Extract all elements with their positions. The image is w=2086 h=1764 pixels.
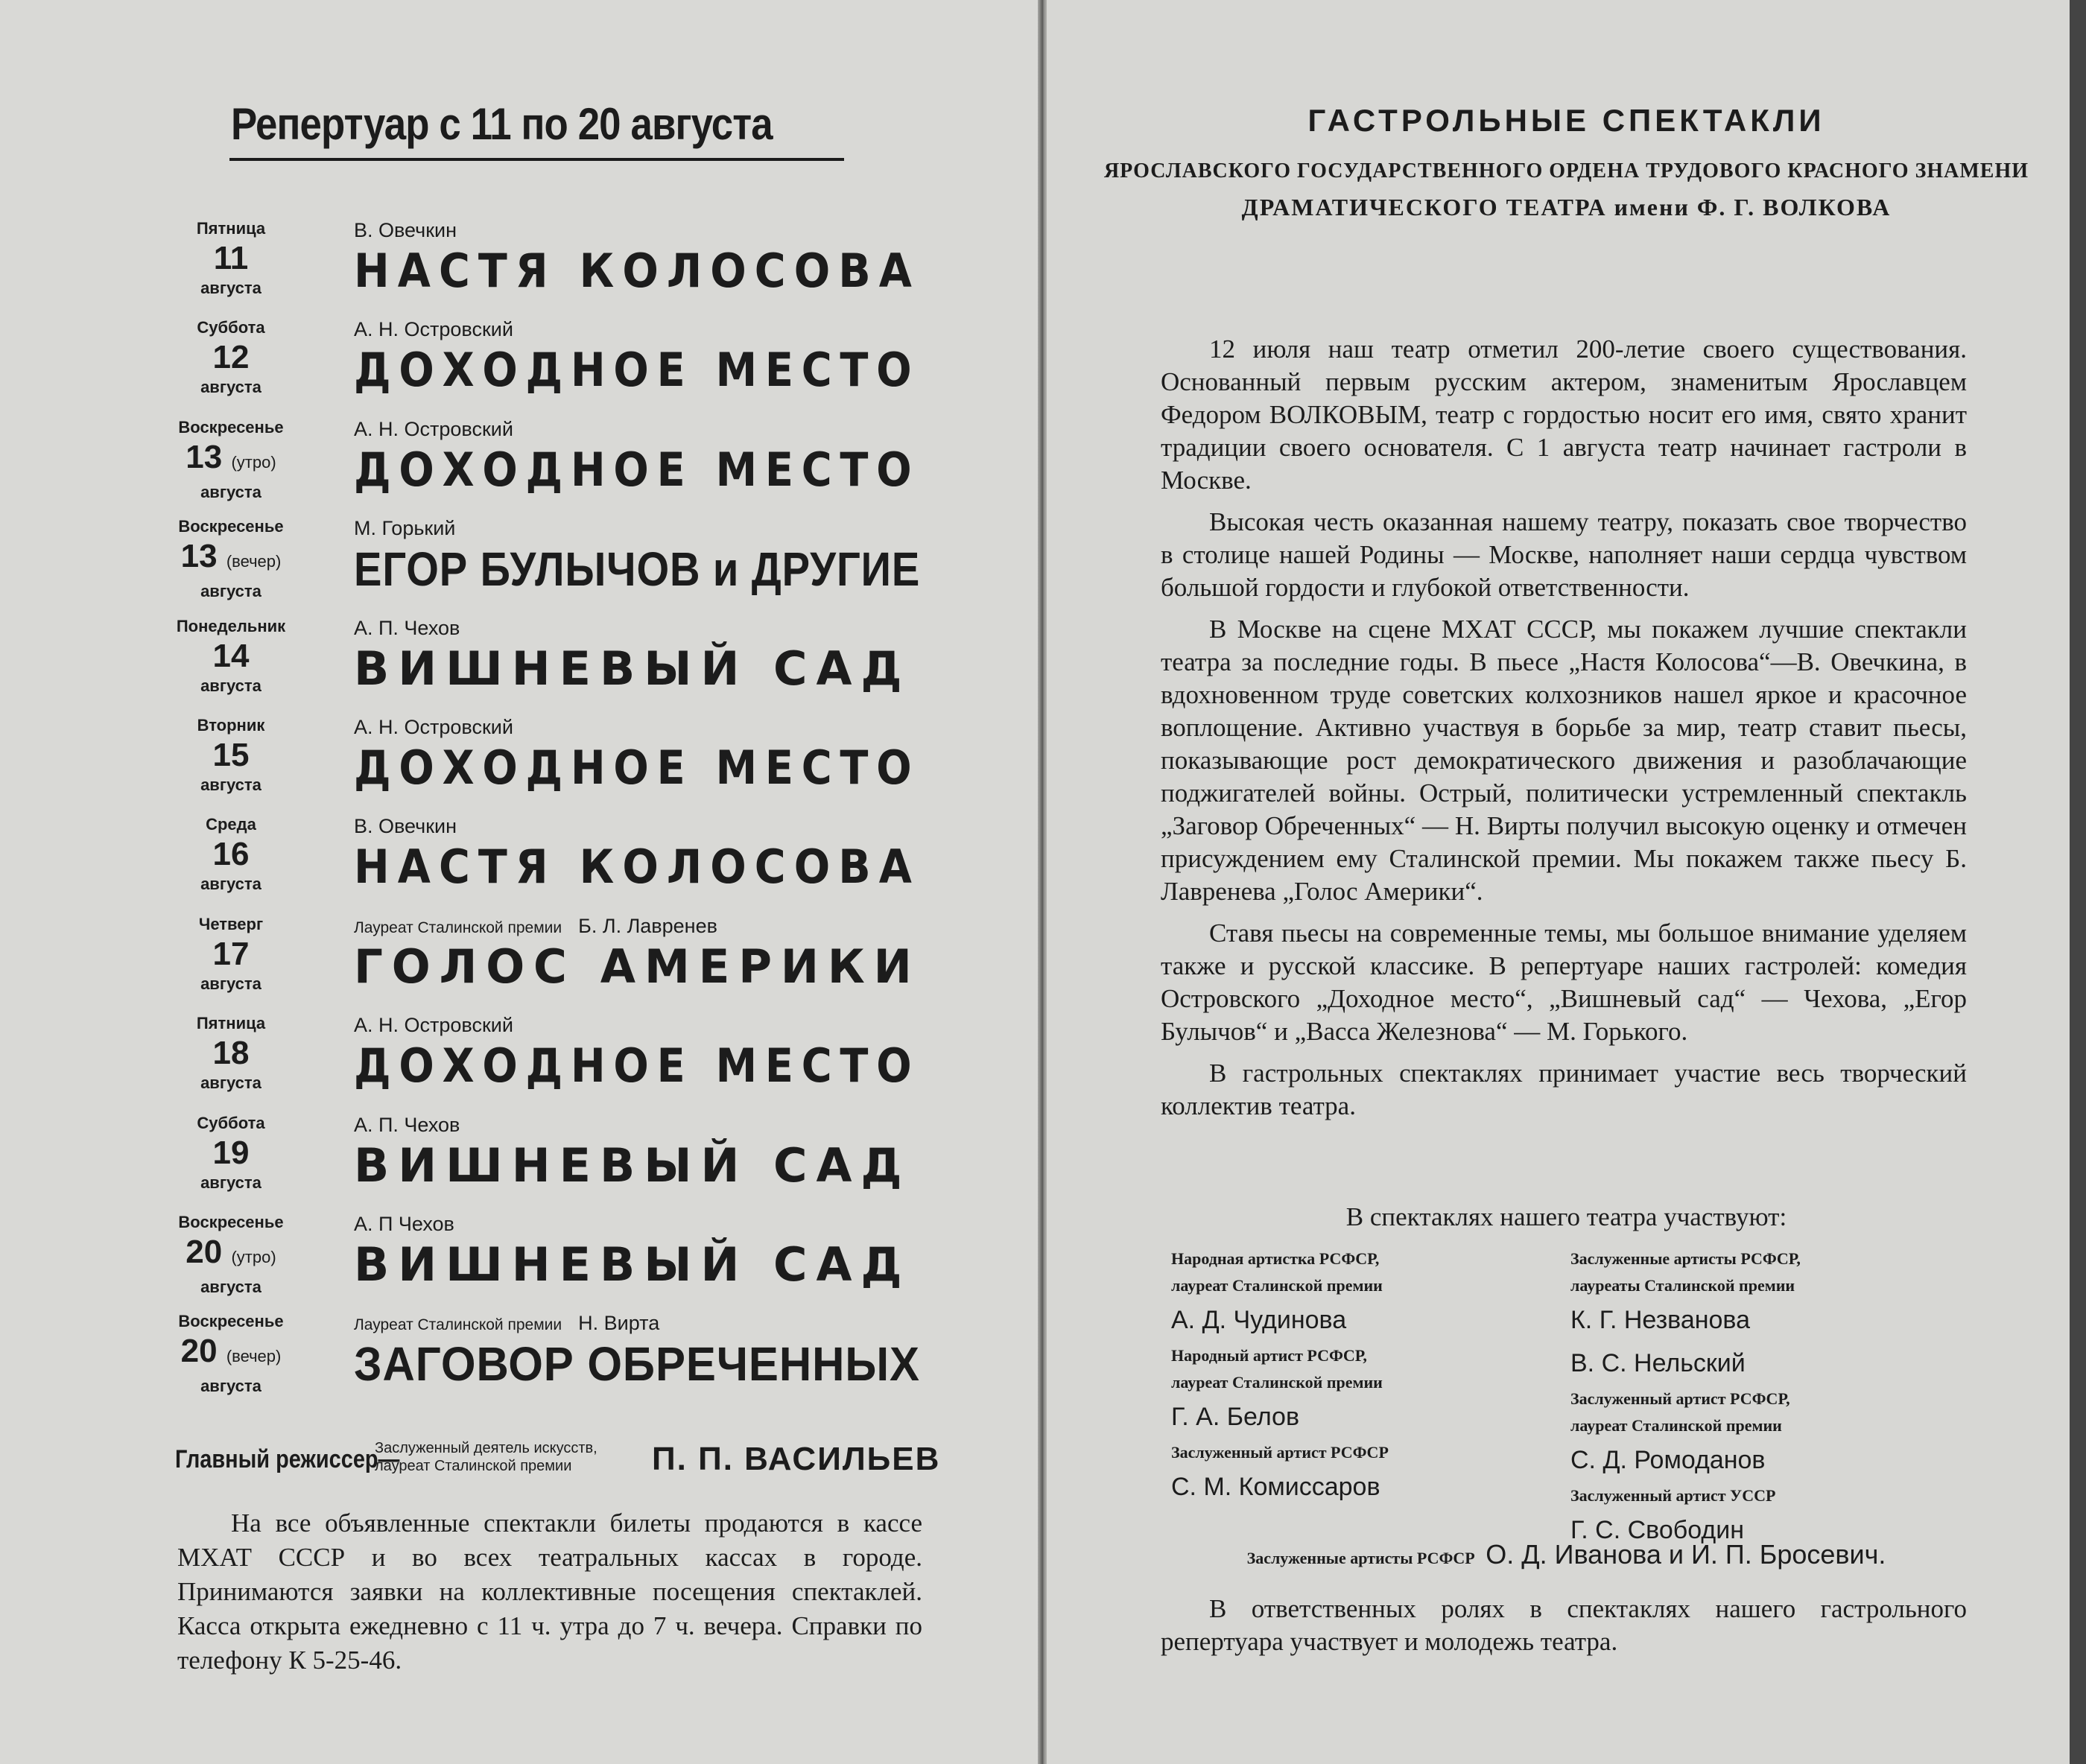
schedule-row [0, 714, 1039, 813]
schedule-row [0, 1112, 1039, 1211]
author: Н. Вирта [578, 1312, 660, 1335]
day-number [142, 1035, 320, 1072]
day: 11 [213, 240, 249, 276]
day: 15 [212, 737, 250, 773]
author-line [354, 515, 455, 541]
day: 19 [212, 1134, 250, 1171]
day-number [142, 439, 320, 481]
weekday: Воскресенье [178, 417, 284, 437]
author-line [354, 218, 457, 243]
date-block [142, 1211, 320, 1298]
weekday: Суббота [197, 318, 265, 337]
repertoire-title: Репертуар с 11 по 20 августа [231, 99, 773, 149]
cast-title: Заслуженные артисты РСФСР, [1570, 1249, 1801, 1268]
author: В. Овечкин [354, 815, 457, 838]
day: 20 [186, 1234, 223, 1270]
day-note: (вечер) [226, 552, 282, 571]
schedule-row [0, 1211, 1039, 1310]
date-block [142, 813, 320, 895]
day-number [142, 240, 320, 277]
theatre-subtitle-2: ДРАМАТИЧЕСКОГО ТЕАТРА имени Ф. Г. ВОЛКОВА [1241, 194, 1892, 220]
play-title: ВИШНЕВЫЙ САД [354, 641, 911, 696]
schedule-row [0, 218, 1039, 317]
month: августа [200, 974, 261, 993]
author-line [354, 1112, 460, 1138]
date-block [142, 317, 320, 399]
cast-title: Заслуженный артист УССР [1570, 1486, 1776, 1505]
author: А. Н. Островский [354, 417, 513, 440]
left-page [0, 0, 1039, 1764]
cast-heading: В спектаклях нашего театра участвуют: [1345, 1202, 1787, 1231]
month: августа [200, 775, 261, 794]
author-line [354, 317, 513, 342]
play-title: НАСТЯ КОЛОСОВА [354, 840, 920, 895]
play-title: НАСТЯ КОЛОСОВА [354, 244, 920, 298]
weekday: Среда [206, 815, 256, 834]
month: августа [200, 1073, 261, 1093]
weekday: Пятница [196, 219, 266, 238]
prize-label: Лауреат Сталинской премии [354, 1316, 562, 1334]
day-number [142, 1333, 320, 1375]
cast-title: Народная артистка РСФСР, [1171, 1249, 1380, 1268]
author: А. П. Чехов [354, 1113, 460, 1136]
month: августа [200, 1173, 261, 1192]
cast-title: Народный артист РСФСР, [1171, 1346, 1367, 1365]
day-note: (утро) [231, 452, 276, 472]
author: А. Н. Островский [354, 716, 513, 738]
author: Б. Л. Лавренев [578, 914, 717, 937]
author-line [354, 714, 513, 740]
play-title: ГОЛОС АМЕРИКИ [354, 939, 921, 994]
author: А. Н. Островский [354, 1014, 513, 1037]
theatre-subtitle-1: ЯРОСЛАВСКОГО ГОСУДАРСТВЕННОГО ОРДЕНА ТРУДОВОГО КРАСНОГО ЗНАМЕНИ [1103, 159, 2029, 183]
author-line [354, 813, 457, 839]
cast-title: лауреат Сталинской премии [1570, 1416, 1782, 1435]
cast-title: Заслуженный артист РСФСР [1171, 1443, 1389, 1462]
day: 17 [212, 935, 250, 972]
day: 20 [180, 1333, 218, 1370]
month: августа [200, 482, 261, 501]
day: 13 [180, 538, 218, 575]
cast-name: Г. А. Белов [1171, 1403, 1300, 1431]
month: августа [200, 1278, 261, 1296]
date-block [142, 1112, 320, 1194]
month: августа [200, 1377, 261, 1396]
day: 12 [212, 339, 250, 376]
day-note: (утро) [231, 1248, 276, 1266]
date-block [142, 416, 320, 504]
date-block [142, 1310, 320, 1397]
author-line [354, 615, 460, 641]
cast-name: К. Г. Незванова [1570, 1306, 1751, 1334]
paragraph: 12 июля наш театр отметил 200-летие своего существования. Основанный первым русским актером, знаменитым Ярославцем Федором ВОЛКОВЫМ, театр с гордостью носит его имя, свято хранит традиции своего основателя. С 1 августа театр начинает гастроли в Москве. [1161, 334, 1967, 495]
director-title-line1: Заслуженный деятель искусств, [375, 1440, 597, 1456]
cast-title: лауреаты Сталинской премии [1570, 1276, 1795, 1295]
author: М. Горький [354, 517, 456, 540]
weekday: Суббота [197, 1113, 265, 1132]
play-title: ВИШНЕВЫЙ САД [354, 1237, 911, 1292]
cast-title: Заслуженный артист РСФСР, [1570, 1389, 1790, 1408]
date-block [142, 515, 320, 603]
day-number [142, 936, 320, 973]
day: 16 [212, 836, 250, 873]
cast-title: лауреат Сталинской премии [1171, 1373, 1383, 1392]
day-number [142, 339, 320, 376]
cast-name: С. Д. Ромоданов [1570, 1446, 1766, 1474]
title-underline [229, 158, 844, 161]
author: А. П Чехов [354, 1213, 454, 1235]
closing-paragraph: В ответственных ролях в спектаклях нашего гастрольного репертуара участвует и молодежь театра. [1161, 1594, 1967, 1656]
cast-name: С. М. Комиссаров [1171, 1473, 1380, 1501]
month: августа [200, 279, 261, 297]
paragraph: Высокая честь оказанная нашему театру, показать свое творчество в столице нашей Родины — Москве, наполняет наши сердца чувством большой гордости и глубокой ответственности. [1161, 507, 1967, 602]
author-line [354, 416, 513, 442]
author-line [354, 913, 717, 941]
day-number [142, 1234, 320, 1276]
month: августа [200, 582, 261, 601]
prize-label: Лауреат Сталинской премии [354, 919, 562, 936]
author-line [354, 1012, 513, 1038]
schedule-row [0, 317, 1039, 416]
day-number [142, 538, 320, 580]
date-block [142, 615, 320, 697]
date-block [142, 1012, 320, 1094]
schedule-row [0, 416, 1039, 515]
play-title: ЕГОР БУЛЫЧОВ и ДРУГИЕ [354, 542, 921, 597]
month: августа [200, 875, 261, 894]
play-title: ДОХОДНОЕ МЕСТО [354, 343, 920, 398]
chief-director [175, 1438, 941, 1490]
author-line [354, 1211, 454, 1237]
month: августа [200, 676, 261, 695]
day-number [142, 1135, 320, 1172]
schedule-row [0, 1012, 1039, 1111]
day: 13 [186, 438, 223, 475]
paragraph: В Москве на сцене МХАТ СССР, мы покажем лучшие спектакли театра за последние годы. В пьесе „Настя Колосова“—В. Овечкина, в вдохновенном труде советских колхозников нашел яркое и красочное воплощение. Активно участвуя в борьбе за мир, театр ставит пьесы, показывающие рост демократического движения и разоблачающие поджигателей войны. Острый, политически устремленный спектакль „Заговор Обреченных“ — Н. Вирты получил высокую оценку и отмечен присуждением ему Сталинской премии. Мы покажем также пьесу Б. Лавренева „Голос Америки“. [1161, 615, 1967, 906]
author-line [354, 1310, 659, 1338]
month: августа [200, 378, 261, 397]
director-title [375, 1439, 597, 1475]
day-number [142, 638, 320, 675]
cast-name: В. С. Нельский [1570, 1349, 1746, 1377]
author: В. Овечкин [354, 219, 457, 241]
play-title: ДОХОДНОЕ МЕСТО [354, 442, 920, 497]
cast-column-right [1570, 1246, 1988, 1552]
day: 14 [212, 637, 250, 674]
cast-column-left [1171, 1246, 1588, 1509]
schedule-row [0, 1310, 1039, 1409]
cast-name: А. Д. Чудинова [1171, 1306, 1347, 1334]
day: 18 [212, 1035, 250, 1072]
honored-artists [1047, 1539, 2086, 1570]
weekday: Воскресенье [178, 1213, 284, 1231]
day-note: (вечер) [226, 1347, 282, 1366]
author: А. П. Чехов [354, 616, 460, 639]
page-edge [2070, 0, 2086, 1764]
weekday: Воскресенье [178, 1312, 284, 1331]
weekday: Воскресенье [178, 517, 284, 536]
weekday: Пятница [196, 1014, 266, 1033]
weekday: Четверг [198, 914, 264, 933]
author: А. Н. Островский [354, 318, 513, 341]
director-name: П. П. ВАСИЛЬЕВ [652, 1441, 941, 1477]
day-number [142, 836, 320, 873]
ticket-info: На все объявленные спектакли билеты продаются в кассе МХАТ СССР и во всех театральных кассах в городе. Принимаются заявки на коллективные посещения спектаклей. Касса открыта ежедневно с 11 ч. утра до 7 ч. вечера. Справки по телефону К 5-25-46. [177, 1508, 922, 1675]
weekday: Вторник [197, 716, 265, 735]
paragraph: В гастрольных спектаклях принимает участие весь творческий коллектив театра. [1161, 1059, 1967, 1120]
cast-title: лауреат Сталинской премии [1171, 1276, 1383, 1295]
honored-label: Заслуженные артисты РСФСР [1246, 1549, 1475, 1567]
date-block [142, 913, 320, 995]
weekday: Понедельник [176, 616, 286, 635]
body-text [1161, 333, 1967, 1132]
schedule-row [0, 913, 1039, 1012]
date-block [142, 218, 320, 299]
day-number [142, 737, 320, 774]
director-title-line2: лауреат Сталинской премии [375, 1458, 572, 1474]
play-title: ДОХОДНОЕ МЕСТО [354, 740, 920, 795]
tour-title: ГАСТРОЛЬНЫЕ СПЕКТАКЛИ [1307, 103, 1825, 138]
play-title: ВИШНЕВЫЙ САД [354, 1138, 911, 1193]
date-block [142, 714, 320, 796]
right-page [1047, 0, 2086, 1764]
play-title: ЗАГОВОР ОБРЕЧЕННЫХ [354, 1337, 920, 1392]
director-label: Главный режиссер— [175, 1445, 400, 1473]
play-title: ДОХОДНОЕ МЕСТО [354, 1038, 920, 1094]
schedule-row [0, 813, 1039, 913]
cast-name: Г. С. Свободин [1570, 1516, 1744, 1544]
schedule-row [0, 515, 1039, 615]
paragraph: Ставя пьесы на современные темы, мы большое внимание уделяем также и русской классике. В репертуаре наших гастролей: комедия Островского „Доходное место“, „Вишневый сад“ — Чехова, „Егор Булычов“ и „Васса Железнова“ — М. Горького. [1161, 919, 1967, 1046]
honored-names: О. Д. Иванова и И. П. Бросевич. [1486, 1539, 1886, 1570]
schedule-row [0, 615, 1039, 714]
